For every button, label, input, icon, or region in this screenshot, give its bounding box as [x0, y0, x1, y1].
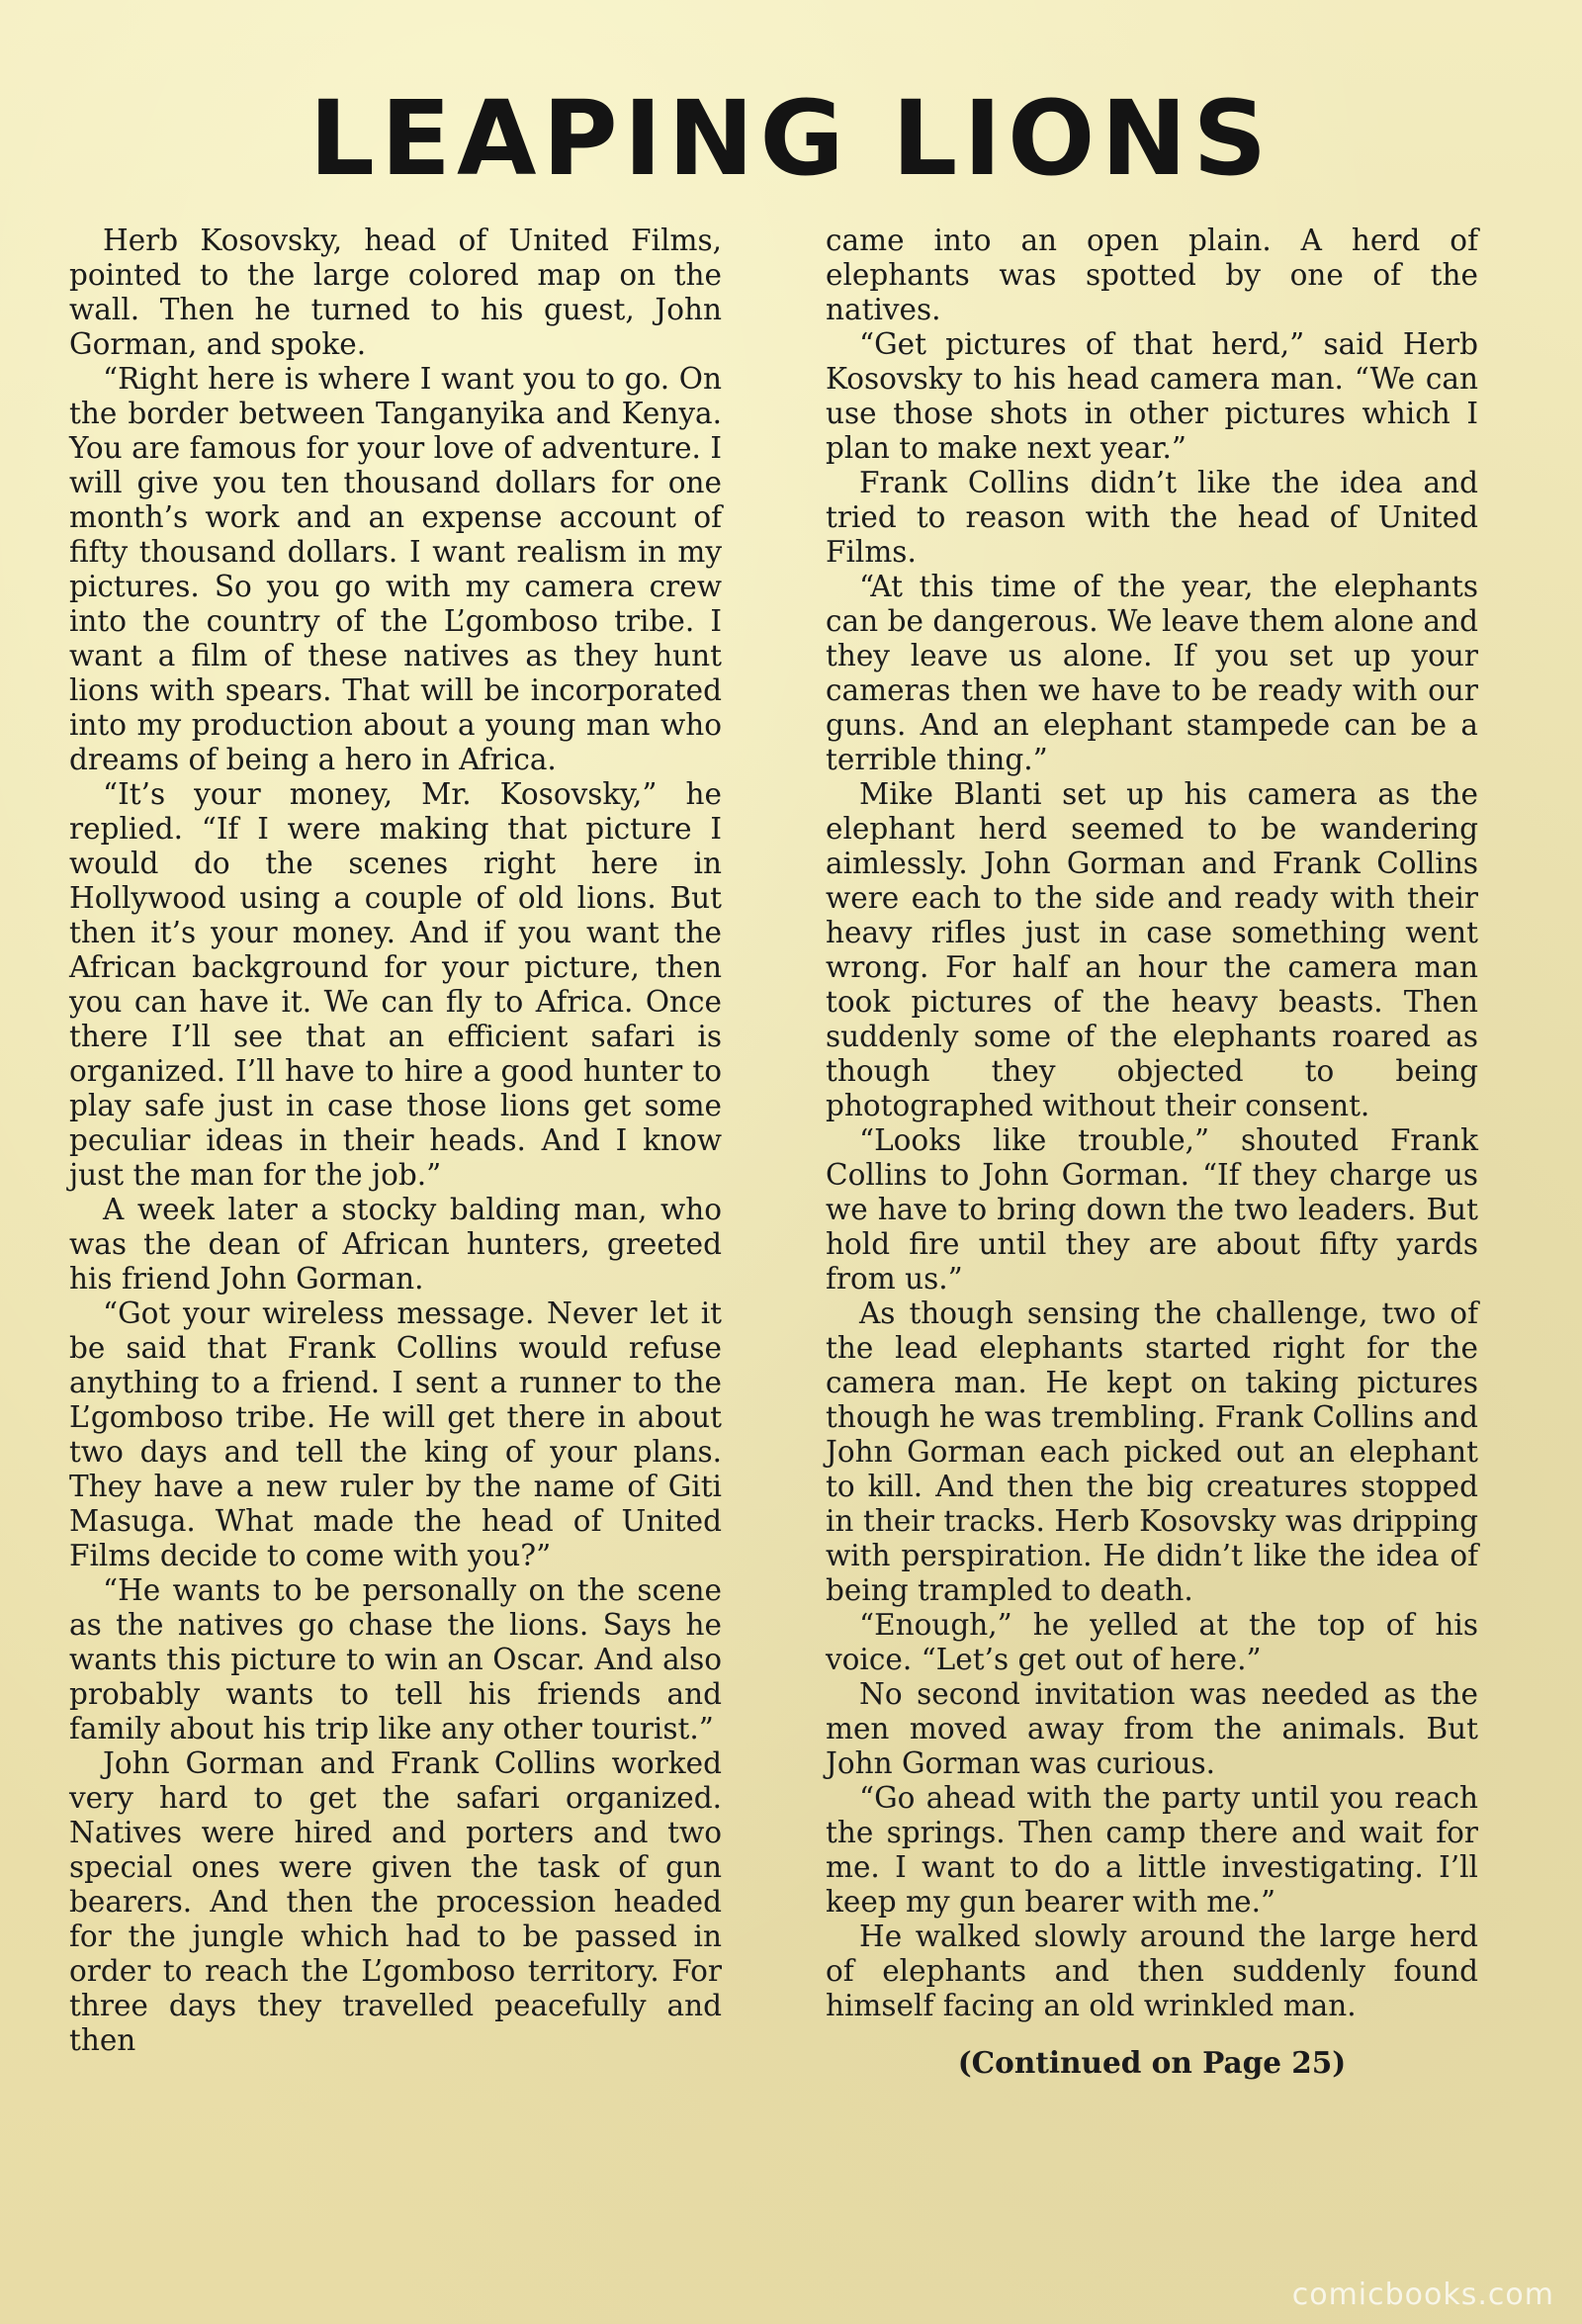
paragraph: As though sensing the challenge, two of the lead elephants started right for the camera man. He kept on taking pictures though he was trembling. Frank Collins and John Gorman each picked out an elephant to kill. And then the big creatures stopped in their tracks. Herb Kosovsky was dripping with perspiration. He didn’t like the idea of being trampled to death.	[826, 1296, 1478, 1607]
paragraph: Herb Kosovsky, head of United Films, pointed to the large colored map on the wall. Then he turned to his guest, John Gorman, and spoke.	[69, 223, 722, 361]
paragraph: “Go ahead with the party until you reach the springs. Then camp there and wait for me. I want to do a little investigating. I’ll keep my gun bearer with me.”	[826, 1781, 1478, 1919]
right-column	[826, 223, 1478, 2080]
paragraph: Mike Blanti set up his camera as the elephant herd seemed to be wandering aimlessly. John Gorman and Frank Collins were each to the side and ready with their heavy rifles just in case something went wrong. For half an hour the camera man took pictures of the heavy beasts. Then suddenly some of the elephants roared as though they objected to being photographed without their consent.	[826, 777, 1478, 1122]
left-column	[69, 223, 722, 2058]
paragraph: “It’s your money, Mr. Kosovsky,” he replied. “If I were making that picture I would do the scenes right here in Hollywood using a couple of old lions. But then it’s your money. And if you want the African background for your picture, then you can have it. We can fly to Africa. Once there I’ll see that an efficient safari is organized. I’ll have to hire a good hunter to play safe just in case those lions get some peculiar ideas in their heads. And I know just the man for the job.”	[69, 777, 722, 1192]
paragraph: “Got your wireless message. Never let it be said that Frank Collins would refuse anything to a friend. I sent a runner to the L’gomboso tribe. He will get there in about two days and tell the king of your plans. They have a new ruler by the name of Giti Masuga. What made the head of United Films decide to come with you?”	[69, 1296, 722, 1572]
paragraph: A week later a stocky balding man, who was the dean of African hunters, greeted his friend John Gorman.	[69, 1193, 722, 1296]
paragraph: No second invitation was needed as the men moved away from the animals. But John Gorman was curious.	[826, 1677, 1478, 1780]
site-watermark: comicbooks.com	[1291, 2278, 1554, 2312]
paragraph: Frank Collins didn’t like the idea and tried to reason with the head of United Films.	[826, 466, 1478, 569]
story-title: LEAPING LIONS	[308, 78, 1274, 199]
paragraph: “Looks like trouble,” shouted Frank Collins to John Gorman. “If they charge us we have to bring down the two leaders. But hold fire until they are about fifty yards from us.”	[826, 1123, 1478, 1296]
paragraph: “Right here is where I want you to go. On the border between Tanganyika and Kenya. You are famous for your love of adventure. I will give you ten thousand dollars for one month’s work and an expense account of fifty thousand dollars. I want realism in my pictures. So you go with my camera crew into the country of the L’gomboso tribe. I want a film of these natives as they hunt lions with spears. That will be incorporated into my production about a young man who dreams of being a hero in Africa.	[69, 362, 722, 776]
paragraph: He walked slowly around the large herd of elephants and then suddenly found himself facing an old wrinkled man.	[826, 1920, 1478, 2022]
paragraph: “He wants to be personally on the scene as the natives go chase the lions. Says he wants this picture to win an Oscar. And also probably wants to tell his friends and family about his trip like any other tourist.”	[69, 1573, 722, 1745]
paragraph: “At this time of the year, the elephants can be dangerous. We leave them alone and they leave us alone. If you set up your cameras then we have to be ready with our guns. And an elephant stampede can be a terrible thing.”	[826, 570, 1478, 776]
paragraph: came into an open plain. A herd of elephants was spotted by one of the natives.	[826, 223, 1478, 326]
paragraph: John Gorman and Frank Collins worked very hard to get the safari organized. Natives were hired and porters and two special ones were given the task of gun bearers. And then the procession headed for the jungle which had to be passed in order to reach the L’gomboso territory. For three days they travelled peacefully and then	[69, 1746, 722, 2057]
paragraph: “Get pictures of that herd,” said Herb Kosovsky to his head camera man. “We can use those shots in other pictures which I plan to make next year.”	[826, 327, 1478, 465]
paragraph: “Enough,” he yelled at the top of his voice. “Let’s get out of here.”	[826, 1608, 1478, 1676]
continued-notice: (Continued on Page 25)	[957, 2045, 1347, 2080]
